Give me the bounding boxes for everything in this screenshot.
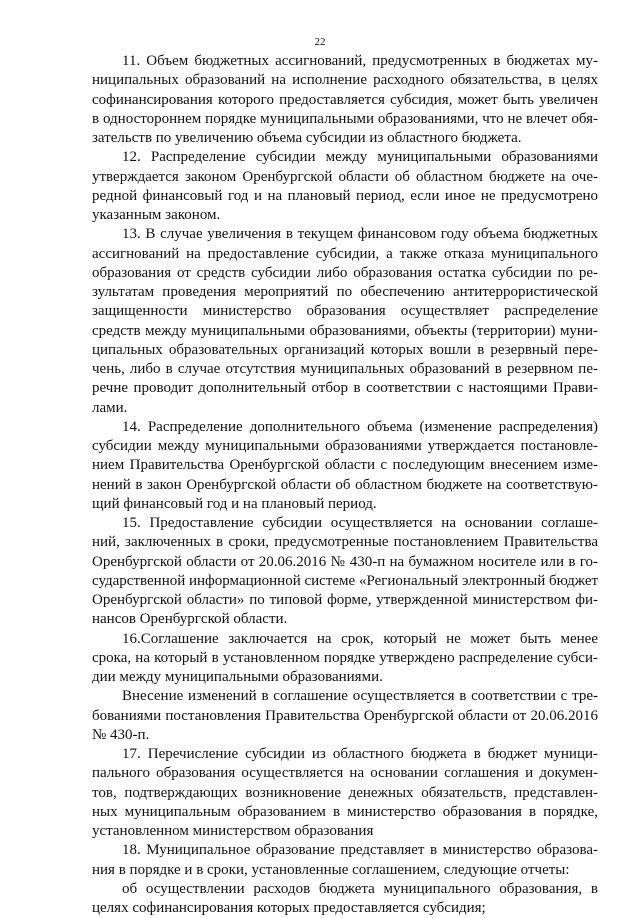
- text-line: об осуществлении расходов бюджета муниципального образования, в: [122, 880, 598, 897]
- text-line: указанным законом.: [92, 207, 221, 223]
- text-line: 12. Распределение субсидии между муниципальными образованиями: [122, 149, 598, 166]
- text-line: нансов Оренбургской области.: [92, 611, 288, 628]
- text-line: пального образования осуществляется на основании соглашения и докумен-: [92, 765, 598, 782]
- text-line: щий финансовый год и на плановый период.: [92, 495, 377, 512]
- paragraph-p11: [92, 52, 598, 148]
- text-line: 17. Перечисление субсидии из областного бюджета в бюджет муници-: [122, 746, 598, 762]
- text-line: ных муниципальным образованием в министерство образования в порядке,: [92, 803, 598, 820]
- text-line: ниципальных образований на исполнение расходного обязательства, в целях: [92, 72, 598, 89]
- text-line: защищенности министерство образования осуществляет распределение: [92, 303, 598, 320]
- text-line: ний, заключенных в сроки, предусмотренные постановлением Правительства: [92, 534, 598, 551]
- text-line: 15. Предоставление субсидии осуществляется на основании соглаше-: [122, 515, 598, 531]
- text-line: срока, на который в установленном порядке утверждено распределение субси-: [92, 649, 598, 666]
- text-line: чень, либо в случае отсутствия муниципальных образований в резервном пе-: [92, 361, 598, 377]
- paragraph-p15: [92, 514, 598, 630]
- text-line: нием Правительства Оренбургской области с последующим внесением изме-: [92, 457, 598, 474]
- text-line: бованиями постановления Правительства Оренбургской области от 20.06.2016: [92, 707, 598, 724]
- paragraph-p18: [92, 841, 598, 880]
- paragraph-p17: [92, 745, 598, 841]
- text-line: средств между муниципальными образованиями, объекты (территории) муни-: [92, 322, 598, 339]
- paragraph-p14: [92, 418, 598, 514]
- text-line: утверждается законом Оренбургской области об областном бюджете на оче-: [92, 168, 598, 185]
- text-line: зательств по увеличению объема субсидии из областного бюджета.: [92, 130, 522, 146]
- text-line: установленном министерством образования: [92, 823, 374, 839]
- text-line: лами.: [92, 399, 128, 416]
- text-line: зультатам проведения мероприятий по обеспечению антитеррористической: [92, 284, 598, 300]
- text-line: дии между муниципальными образованиями.: [92, 669, 383, 685]
- paragraph-p16: [92, 630, 598, 688]
- text-line: софинансирования которого предоставляется субсидия, может быть увеличен: [92, 91, 598, 108]
- text-line: 11. Объем бюджетных ассигнований, предусмотренных в бюджетах му-: [122, 53, 598, 69]
- text-line: Оренбургской области от 20.06.2016 № 430-п на бумажном носителе или в го-: [92, 553, 598, 570]
- text-line: в одностороннем порядке муниципальными образованиями, что не влечет обя-: [92, 110, 598, 127]
- text-line: 14. Распределение дополнительного объема (изменение распределения): [122, 418, 598, 435]
- text-line: Оренбургской области» по типовой форме, утвержденной министерством фи-: [92, 592, 598, 608]
- text-line: ассигнований на предоставление субсидии, а также отказа муниципального: [92, 245, 598, 262]
- text-line: сударственной информационной системе «Региональный электронный бюджет: [92, 572, 599, 589]
- text-line: целях софинансирования которых предоставляется субсидия;: [92, 900, 486, 916]
- text-line: 16.Соглашение заключается на срок, который не может быть менее: [122, 630, 598, 647]
- text-line: 18. Муниципальное образование представляет в министерство образова-: [122, 842, 598, 859]
- text-line: нений в закон Оренбургской области об областном бюджете на соответствую-: [92, 476, 598, 493]
- text-line: ципальных образовательных организаций которых вошли в резервный пере-: [92, 341, 598, 358]
- text-line: редной финансовый год и на плановый период, если иное не предусмотрено: [92, 187, 598, 204]
- text-line: № 430-п.: [92, 726, 150, 743]
- paragraph-p12: [92, 148, 598, 225]
- paragraph-p13: [92, 225, 598, 418]
- document-body: [92, 52, 598, 918]
- text-line: субсидии между муниципальными образованиями утверждается постановле-: [92, 438, 598, 454]
- text-line: тов, подтверждающих возникновение денежных обязательств, представлен-: [92, 784, 598, 801]
- paragraph-p18a: [92, 880, 598, 918]
- text-line: Внесение изменений в соглашение осуществляется в соответствии с тре-: [122, 688, 598, 705]
- text-line: ния в порядке и в сроки, установленные соглашением, следующие отчеты:: [92, 861, 570, 878]
- text-line: речне проводит дополнительный отбор в соответствии с настоящими Прави-: [92, 380, 598, 397]
- page-number: 22: [314, 36, 326, 48]
- text-line: 13. В случае увеличения в текущем финансовом году объема бюджетных: [122, 226, 598, 243]
- paragraph-p16b: [92, 687, 598, 745]
- text-line: образования от средств субсидии либо образования остатка субсидии по ре-: [92, 264, 598, 281]
